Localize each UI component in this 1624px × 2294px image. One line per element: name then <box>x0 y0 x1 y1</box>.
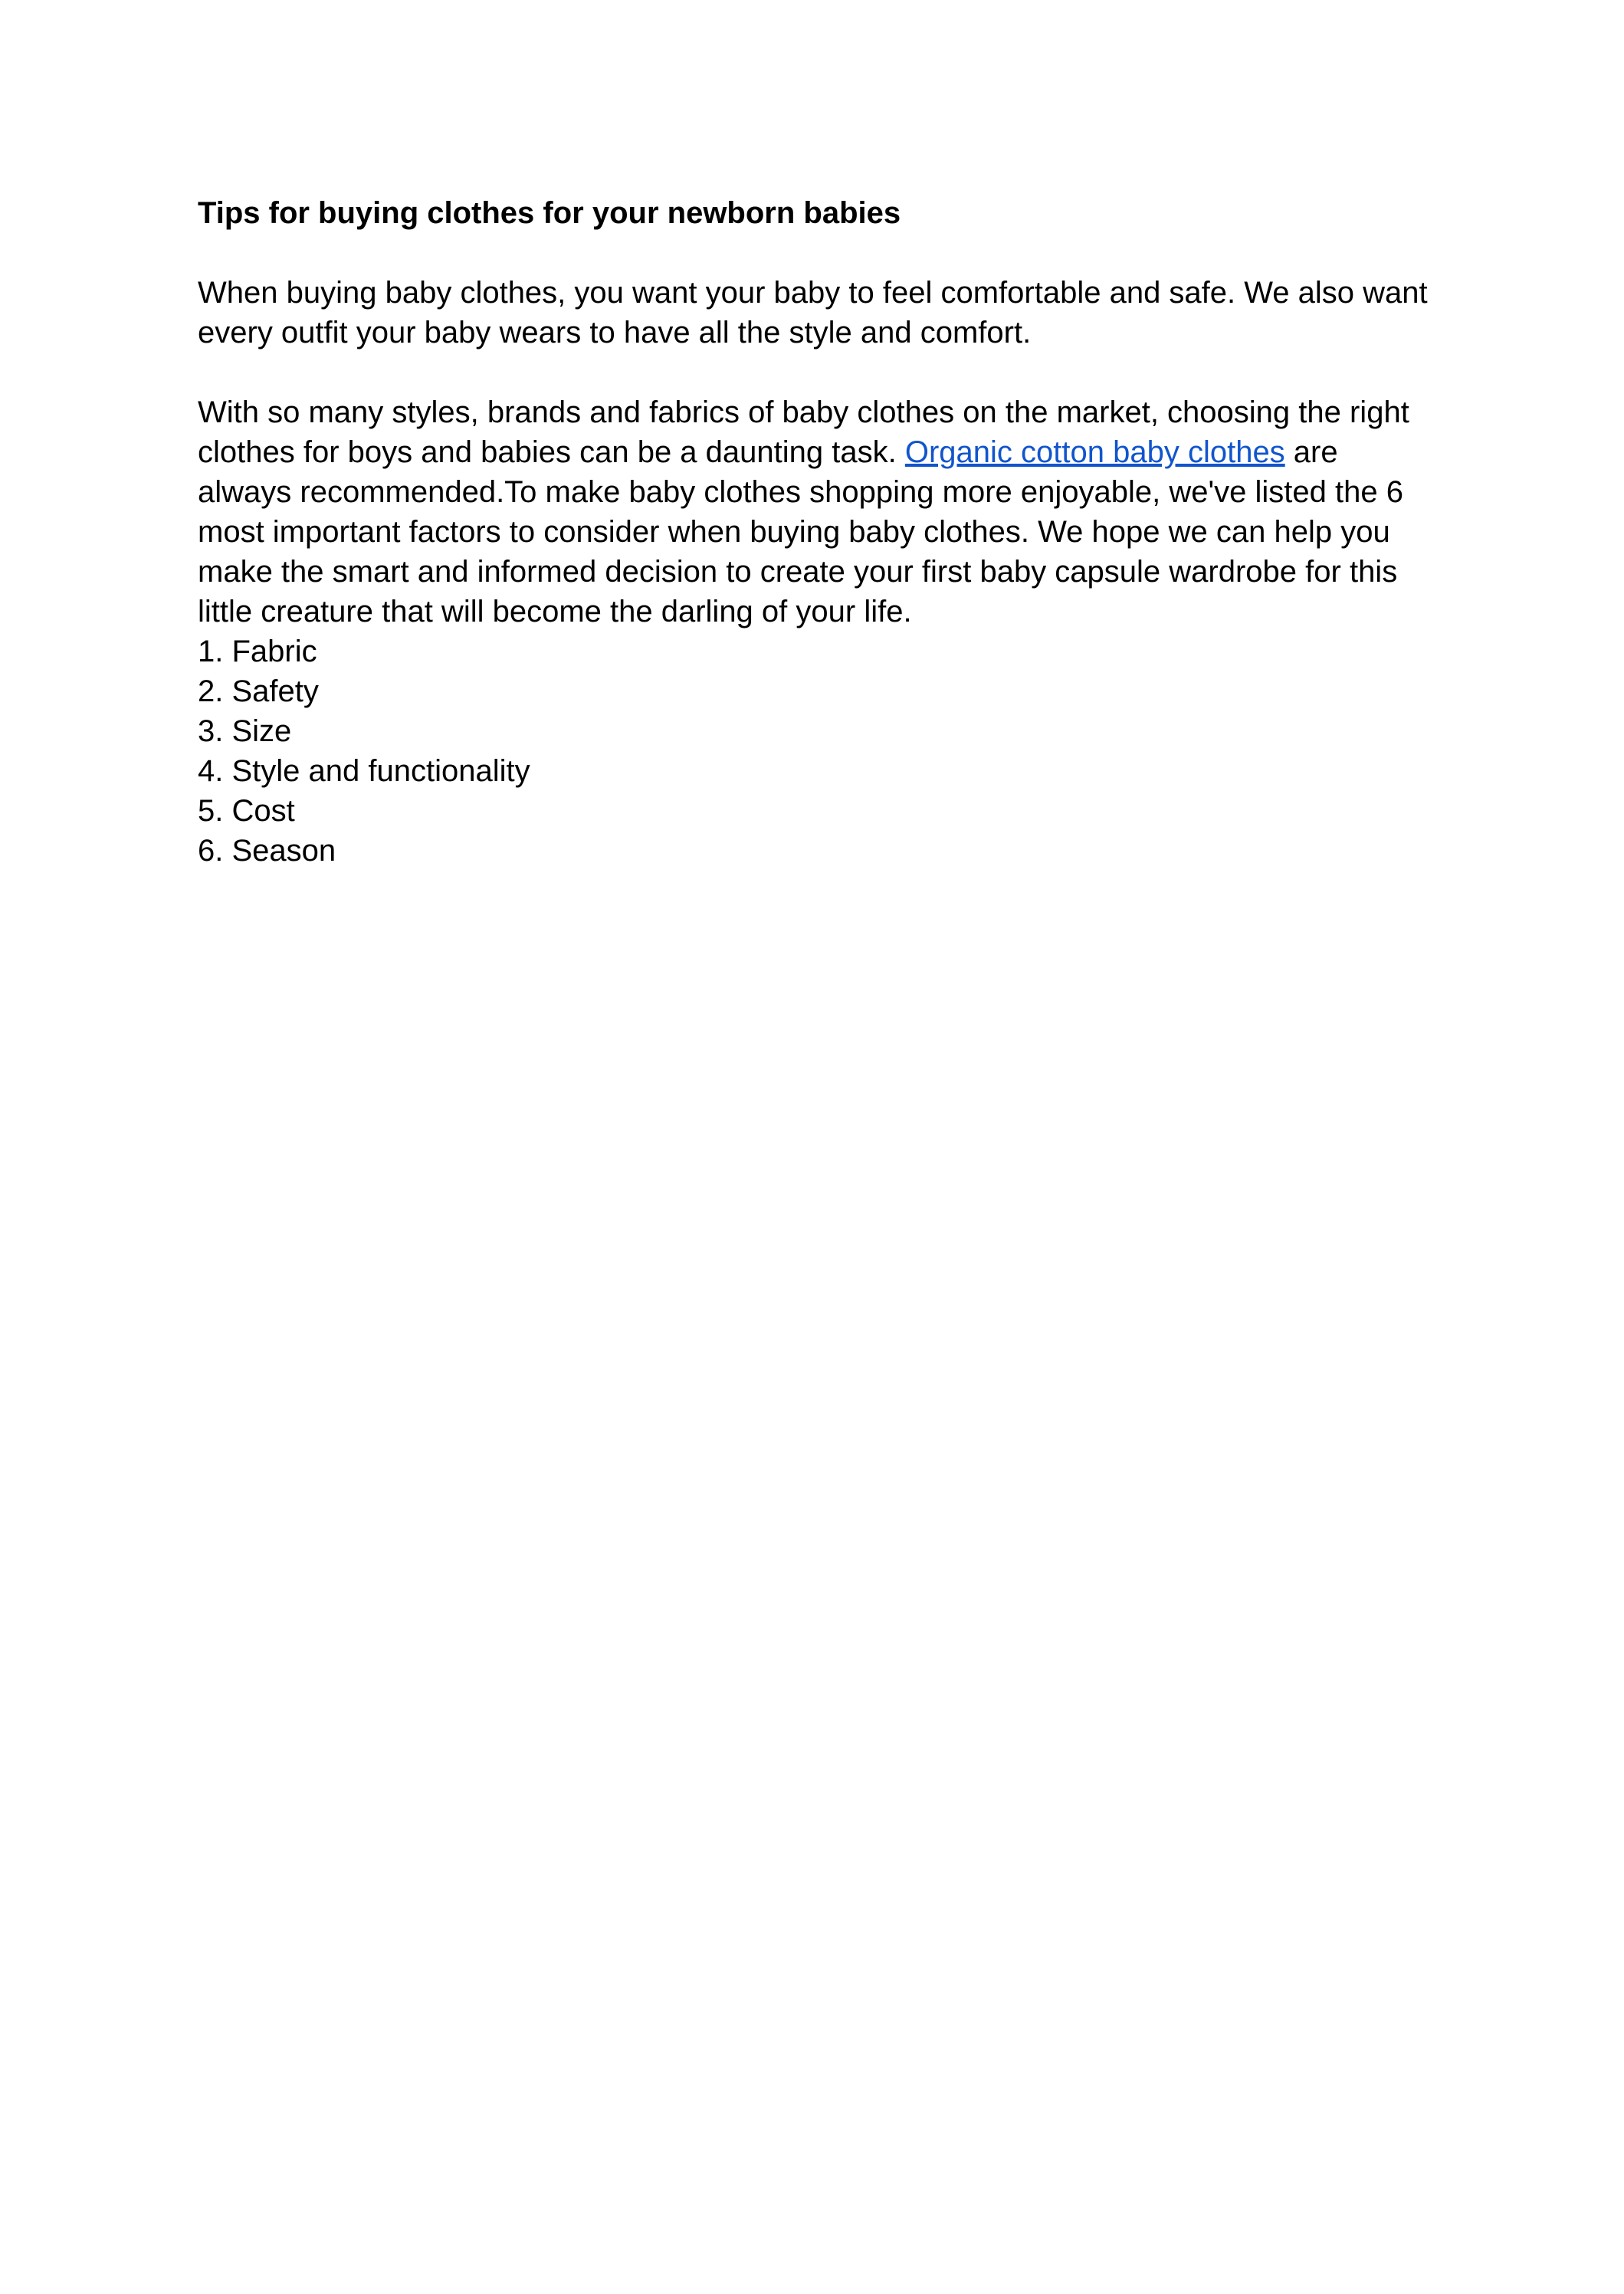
list-item: 1. Fabric <box>198 635 317 668</box>
factors-paragraph <box>198 392 1439 632</box>
list-item: 3. Size <box>198 714 292 748</box>
factors-paragraph-text-before: With so many styles, brands and fabrics of baby clothes on the market, choosing the right clothes for boys and babies can be a daunting task. <box>198 395 1409 469</box>
list-item: 5. Cost <box>198 794 295 828</box>
document-title: Tips for buying clothes for your newborn babies <box>198 196 901 230</box>
list-item: 2. Safety <box>198 674 319 708</box>
organic-cotton-link[interactable]: Organic cotton baby clothes <box>904 435 1285 469</box>
factors-paragraph-text-after: are always recommended.To make baby clothes shopping more enjoyable, we've listed the 6 most important factors to consider when buying baby clothes. We hope we can help you make the smart and informed decision to create your first baby capsule wardrobe for this little creature that will become the darling of your life. <box>198 435 1403 628</box>
factors-list <box>198 632 1439 871</box>
document-body <box>198 193 1439 871</box>
list-item: 6. Season <box>198 834 336 868</box>
intro-paragraph: When buying baby clothes, you want your baby to feel comfortable and safe. We also want every outfit your baby wears to have all the style and comfort. <box>198 276 1428 350</box>
list-item: 4. Style and functionality <box>198 754 530 788</box>
